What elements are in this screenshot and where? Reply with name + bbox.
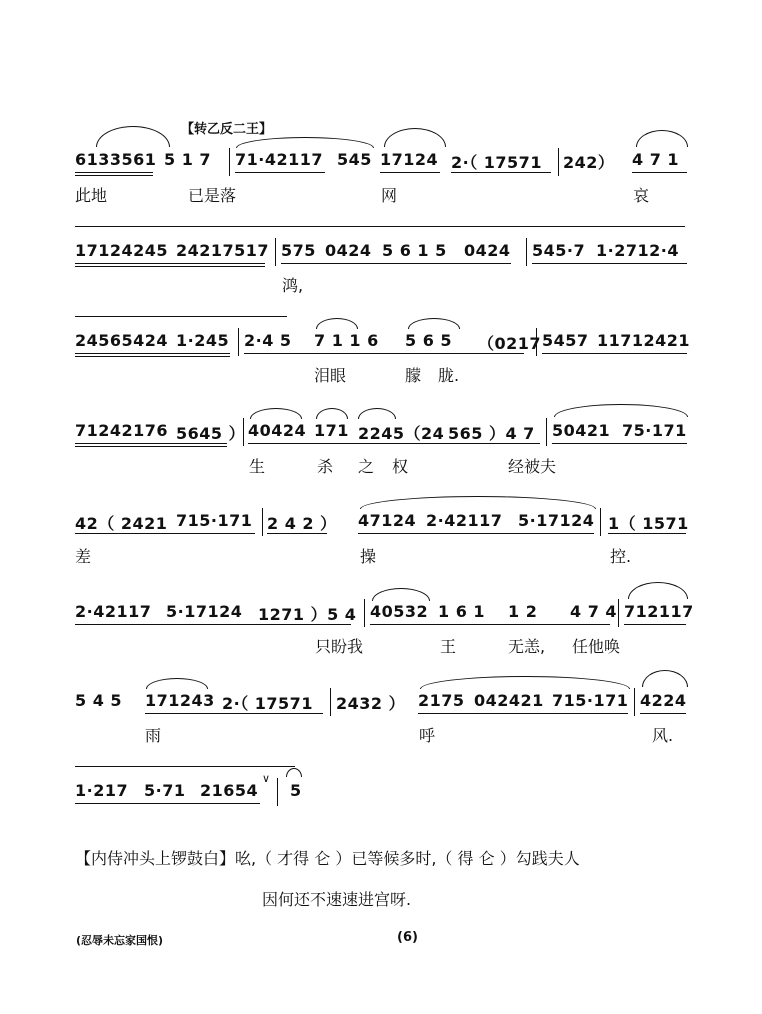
note-group: 545 bbox=[337, 150, 372, 169]
note-group: 1·2712·4 bbox=[596, 241, 679, 260]
beam-underline bbox=[281, 263, 511, 264]
beam-underline bbox=[370, 624, 610, 625]
note-group: 5 1 7 bbox=[164, 150, 212, 169]
beam-underline bbox=[75, 533, 255, 534]
beam-underline bbox=[75, 353, 230, 354]
lyric: 权 bbox=[392, 457, 409, 476]
barline bbox=[558, 148, 559, 176]
barline bbox=[238, 328, 239, 356]
slur bbox=[360, 496, 596, 509]
lyric: 只盼我 bbox=[315, 637, 364, 656]
phrase-line bbox=[75, 316, 287, 317]
barline bbox=[243, 418, 244, 446]
barline bbox=[330, 688, 331, 716]
mode-tag: 【转乙反二王】 bbox=[181, 122, 273, 137]
note-group: 11712421 bbox=[597, 331, 691, 350]
note-group: 5·17124 bbox=[518, 511, 595, 530]
slur bbox=[420, 676, 630, 689]
slur bbox=[146, 678, 208, 689]
beam-underline bbox=[75, 446, 227, 447]
beam-underline bbox=[244, 353, 524, 354]
beam-underline bbox=[145, 713, 323, 714]
lyric: 控. bbox=[610, 547, 632, 566]
slur bbox=[636, 130, 688, 147]
lyric: 任他唤 bbox=[572, 637, 621, 656]
note-group: 242） bbox=[563, 153, 615, 172]
phrase-line bbox=[75, 766, 295, 767]
note-group: 2 4 2 ） bbox=[267, 514, 337, 533]
beam-underline bbox=[75, 803, 260, 804]
slur bbox=[628, 582, 688, 599]
beam-underline bbox=[75, 624, 351, 625]
slur bbox=[642, 670, 688, 687]
note-group: 1 2 bbox=[508, 602, 538, 621]
beam-underline bbox=[451, 172, 551, 173]
note-group: 47124 bbox=[358, 511, 417, 530]
note-group: 2175 bbox=[418, 691, 465, 710]
note-group: 75·171 bbox=[622, 421, 687, 440]
beam-underline bbox=[418, 713, 628, 714]
barline bbox=[536, 328, 537, 356]
page-number: (6) bbox=[397, 930, 418, 945]
note-group: 21654 bbox=[200, 781, 259, 800]
beam-underline bbox=[235, 172, 325, 173]
beam-underline bbox=[248, 443, 540, 444]
lyric: 之 bbox=[358, 457, 375, 476]
beam-underline bbox=[75, 356, 230, 357]
lyric: 哀 bbox=[633, 186, 650, 205]
note-group: 1 6 1 bbox=[438, 602, 486, 621]
slur bbox=[236, 137, 374, 148]
note-group: 1·217 bbox=[75, 781, 129, 800]
note-group: 171 bbox=[314, 421, 349, 440]
note-group: 50421 bbox=[552, 421, 611, 440]
spoken-line-2: 因何还不速速进宫呀. bbox=[262, 890, 412, 909]
note-group: 715·171 bbox=[176, 511, 253, 530]
note-group: 17124 bbox=[380, 150, 439, 169]
note-group: 24217517 bbox=[176, 241, 270, 260]
note-group: 7 1 1 6 bbox=[314, 331, 379, 350]
beam-underline bbox=[75, 172, 153, 173]
lyric: 网 bbox=[381, 186, 398, 205]
note-group: 042421 bbox=[474, 691, 544, 710]
barline bbox=[600, 508, 601, 536]
lyric: 雨 bbox=[145, 726, 162, 745]
barline bbox=[526, 238, 527, 266]
note-group: 545·7 bbox=[532, 241, 586, 260]
lyric: 鸿, bbox=[282, 276, 304, 295]
barline bbox=[275, 238, 276, 266]
note-group: 4224 bbox=[640, 691, 687, 710]
slur bbox=[316, 408, 348, 419]
slur bbox=[250, 408, 302, 419]
barline bbox=[634, 688, 635, 716]
lyric: 已是落 bbox=[188, 186, 237, 205]
note-group: 5 bbox=[290, 781, 302, 800]
spoken-line-1: 【内侍冲头上锣鼓白】吆,（ 才得 仑 ）已等候多时,（ 得 仑 ）勾践夫人 bbox=[75, 849, 580, 868]
note-group: 0424 bbox=[325, 241, 372, 260]
note-group: 24565424 bbox=[75, 331, 169, 350]
fermata-icon bbox=[286, 768, 302, 777]
note-group: 1·245 bbox=[176, 331, 230, 350]
lyric: 朦 bbox=[405, 366, 422, 385]
phrase-line bbox=[75, 226, 685, 227]
slur bbox=[358, 408, 396, 419]
lyric: 风. bbox=[652, 726, 674, 745]
lyric: 杀 bbox=[317, 457, 334, 476]
lyric: 胧. bbox=[438, 366, 460, 385]
slur bbox=[384, 128, 446, 147]
note-group: 2245（24 bbox=[358, 424, 445, 443]
barline bbox=[277, 778, 278, 806]
lyric: 此地 bbox=[75, 186, 108, 205]
note-group: 5 4 5 bbox=[75, 691, 123, 710]
lyric: 王 bbox=[440, 637, 457, 656]
lyric: 无恙, bbox=[508, 637, 546, 656]
note-group: 40424 bbox=[248, 421, 307, 440]
beam-underline bbox=[75, 266, 265, 267]
beam-underline bbox=[632, 172, 687, 173]
lyric: 经被夫 bbox=[508, 457, 557, 476]
note-group: 1（ 1571 bbox=[608, 514, 689, 533]
note-group: 17124245 bbox=[75, 241, 169, 260]
lyric: 差 bbox=[75, 547, 92, 566]
note-group: （0217 bbox=[478, 334, 542, 353]
slur bbox=[554, 404, 688, 417]
note-group: 2·（ 17571 bbox=[222, 694, 313, 713]
beam-underline bbox=[380, 172, 440, 173]
note-group: 575 bbox=[281, 241, 316, 260]
beam-underline bbox=[532, 263, 687, 264]
breath-mark: ∨ bbox=[262, 772, 271, 785]
note-group: 5·71 bbox=[144, 781, 186, 800]
beam-underline bbox=[75, 443, 227, 444]
note-group: 5645 ） bbox=[176, 424, 246, 443]
note-group: 40532 bbox=[370, 602, 429, 621]
barline bbox=[618, 599, 619, 627]
note-group: 5·17124 bbox=[166, 602, 243, 621]
note-group: 6133561 bbox=[75, 150, 157, 169]
lyric: 呼 bbox=[419, 726, 436, 745]
note-group: 71·42117 bbox=[235, 150, 324, 169]
barline bbox=[262, 508, 263, 536]
note-group: 2·（ 17571 bbox=[451, 153, 542, 172]
note-group: 1271 ）5 4 bbox=[258, 605, 357, 624]
note-group: 4 7 1 bbox=[632, 150, 680, 169]
barline bbox=[546, 418, 547, 446]
slur bbox=[96, 126, 170, 147]
note-group: 5 6 5 bbox=[405, 331, 453, 350]
note-group: 0424 bbox=[464, 241, 511, 260]
note-group: 2432 ） bbox=[336, 694, 406, 713]
note-group: 715·171 bbox=[552, 691, 629, 710]
beam-underline bbox=[358, 533, 594, 534]
note-group: 712117 bbox=[624, 602, 694, 621]
beam-underline bbox=[75, 175, 153, 176]
note-group: 5 6 1 5 bbox=[382, 241, 447, 260]
barline bbox=[364, 599, 365, 627]
note-group: 2·42117 bbox=[75, 602, 152, 621]
slur bbox=[408, 318, 460, 329]
beam-underline bbox=[75, 263, 265, 264]
note-group: 2·42117 bbox=[426, 511, 503, 530]
note-group: 2·4 5 bbox=[244, 331, 292, 350]
slur bbox=[372, 588, 430, 601]
beam-underline bbox=[640, 713, 686, 714]
beam-underline bbox=[267, 533, 327, 534]
note-group: 565 ）4 7 bbox=[448, 424, 535, 443]
slur bbox=[316, 318, 358, 329]
beam-underline bbox=[542, 353, 687, 354]
beam-underline bbox=[608, 533, 686, 534]
lyric: 生 bbox=[249, 457, 266, 476]
barline bbox=[229, 148, 230, 176]
note-group: 171243 bbox=[145, 691, 215, 710]
beam-underline bbox=[552, 443, 687, 444]
beam-underline bbox=[624, 624, 686, 625]
footer-title: (忍辱未忘家国恨) bbox=[76, 934, 164, 947]
lyric: 泪眼 bbox=[314, 366, 347, 385]
note-group: 42（ 2421 bbox=[75, 514, 168, 533]
note-group: 4 7 4 bbox=[570, 602, 618, 621]
lyric: 操 bbox=[360, 547, 377, 566]
note-group: 5457 bbox=[542, 331, 589, 350]
note-group: 71242176 bbox=[75, 421, 169, 440]
